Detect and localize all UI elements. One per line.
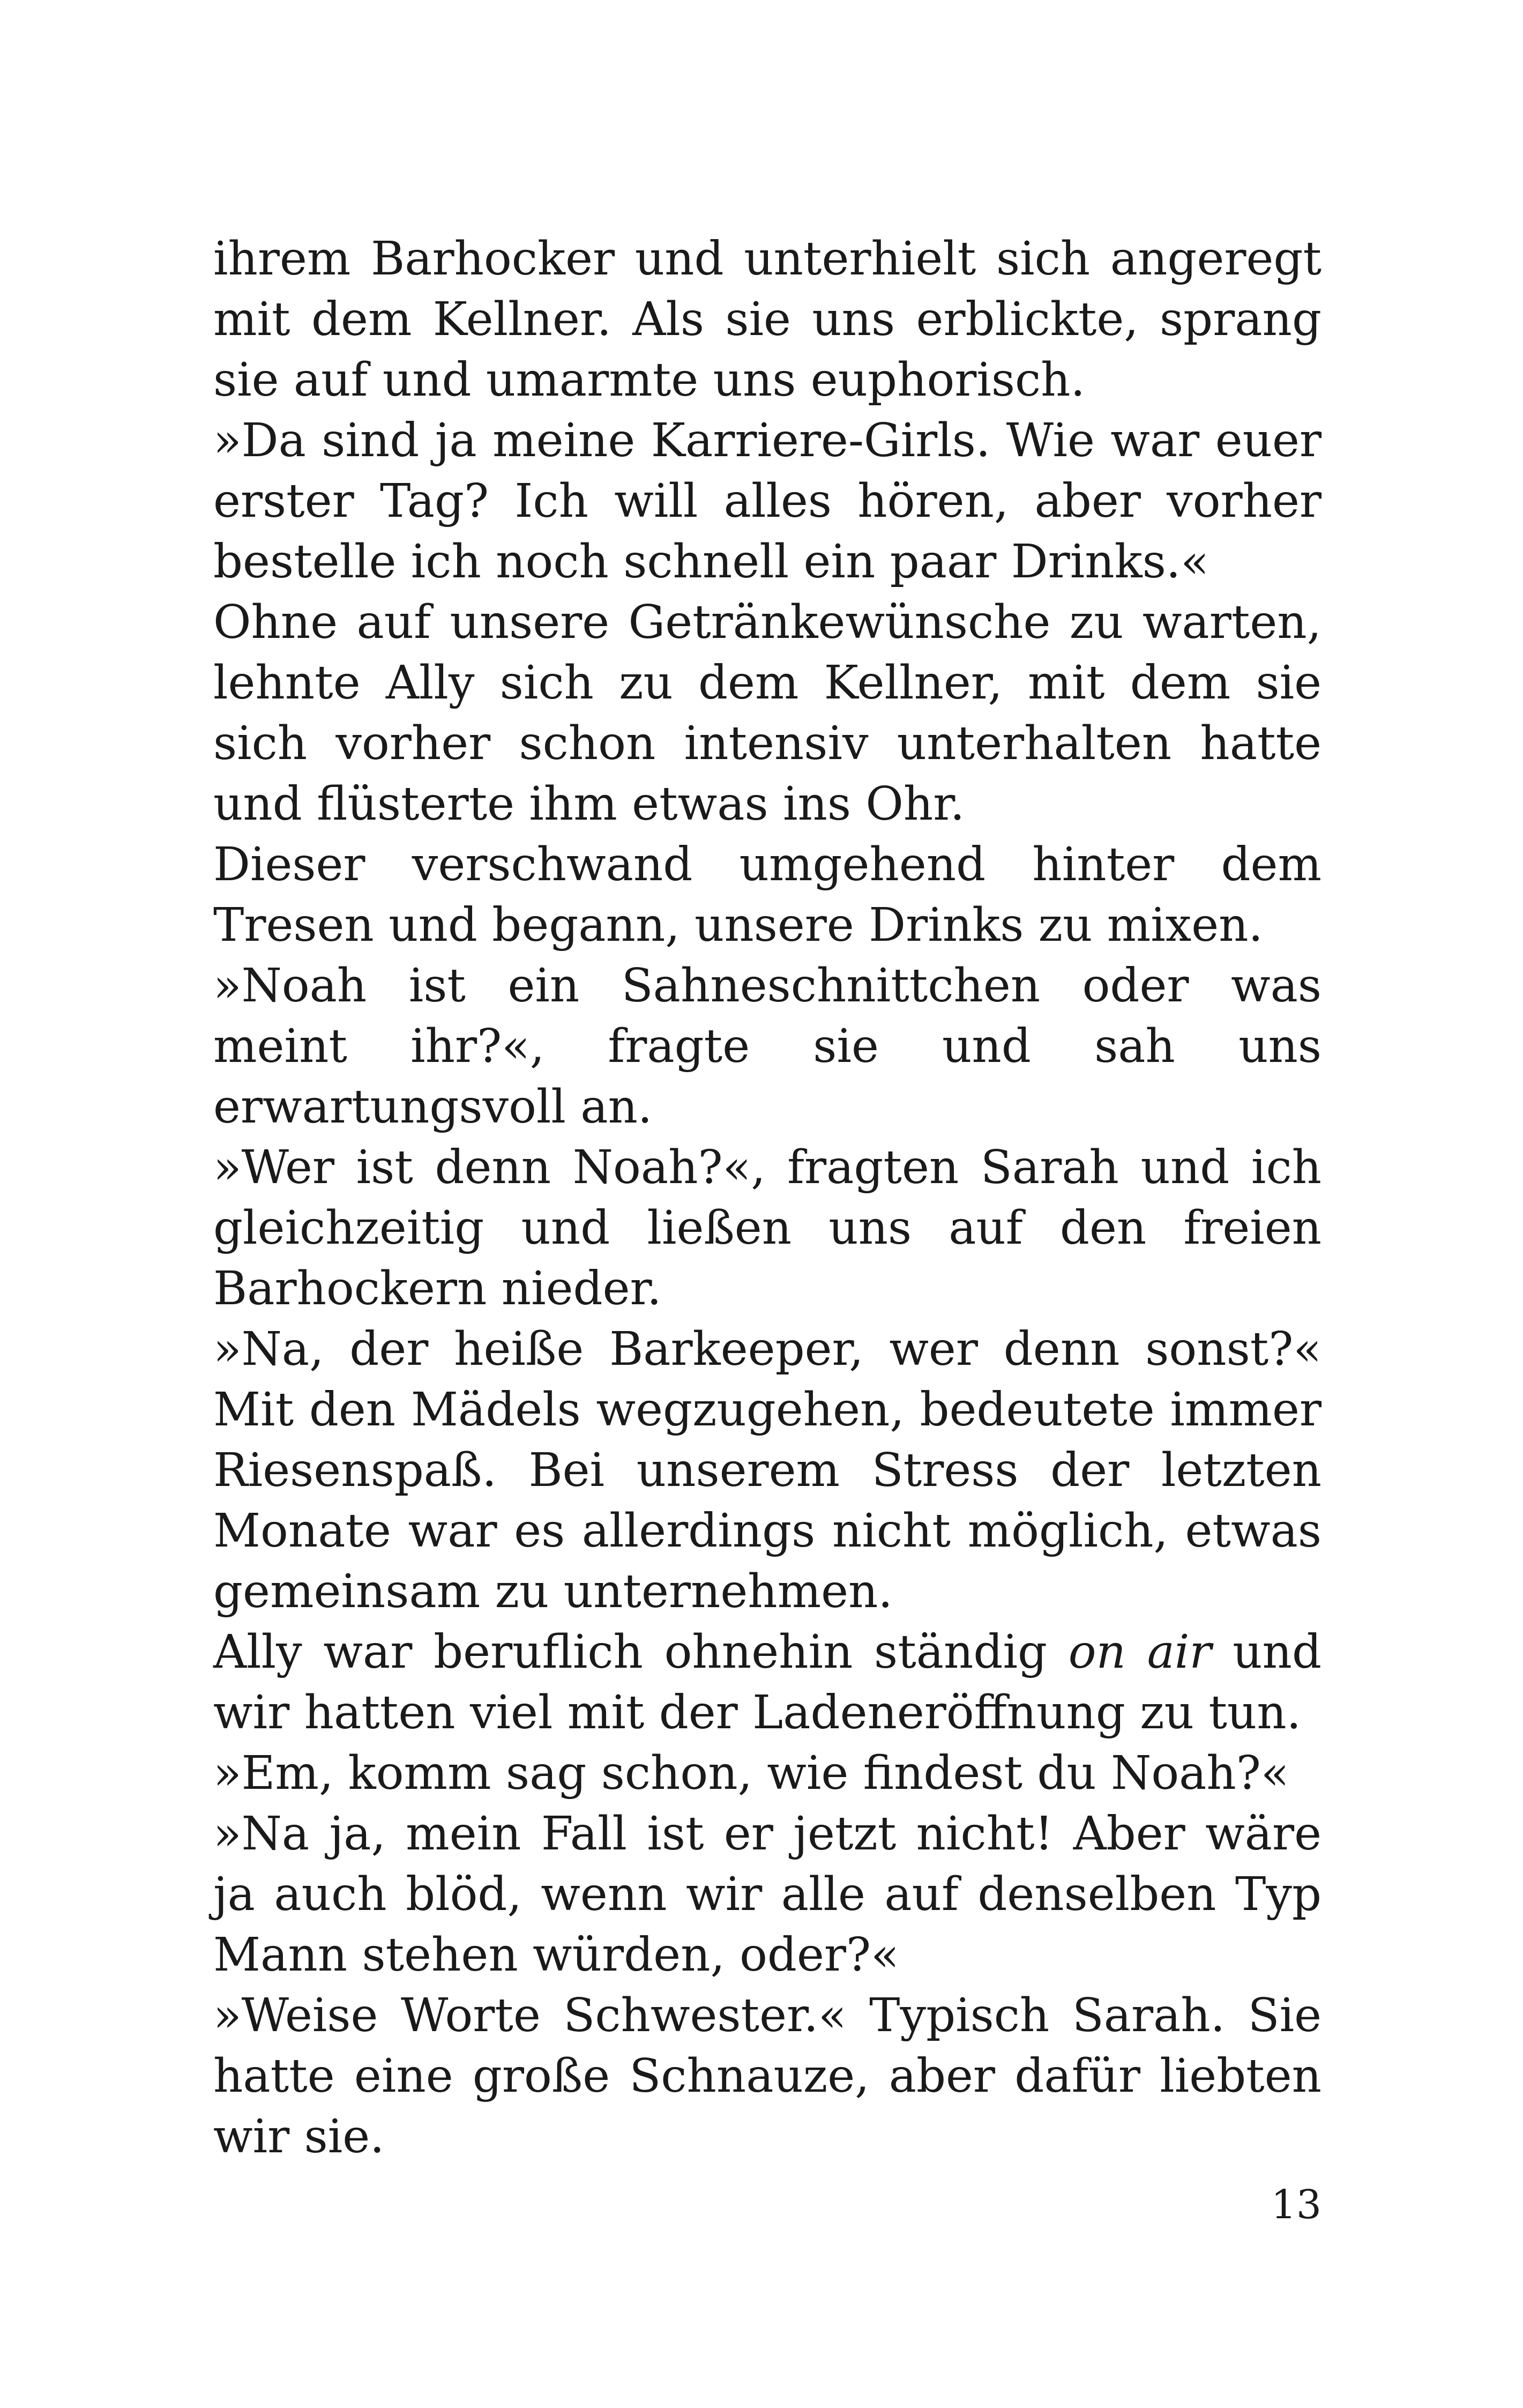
paragraph-6: »Wer ist denn Noah?«, fragten Sarah und ich gleichzeitig und ließen uns auf den freien Barhockern nieder. — [213, 1141, 1322, 1316]
body-text — [213, 229, 1322, 2167]
paragraph-3: Ohne auf unsere Getränkewünsche zu warten, lehnte Ally sich zu dem Kellner, mit dem sie sich vorher schon intensiv unterhalten hatte und flüsterte ihm etwas ins Ohr. — [213, 596, 1322, 831]
paragraph-8-after: und wir hatten viel mit der Ladeneröffnung zu tun. — [213, 1625, 1322, 1740]
paragraph-8-italic: on air — [1068, 1625, 1212, 1679]
paragraph-2: »Da sind ja meine Karriere-Girls. Wie war euer erster Tag? Ich will alles hören, aber vorher bestelle ich noch schnell ein paar Drinks.« — [213, 414, 1322, 589]
paragraph-8-before: Ally war beruflich ohnehin ständig — [213, 1625, 1069, 1679]
paragraph-10: »Na ja, mein Fall ist er jetzt nicht! Aber wäre ja auch blöd, wenn wir alle auf denselben Typ Mann stehen würden, oder?« — [213, 1807, 1322, 1982]
paragraph-7: »Na, der heiße Barkeeper, wer denn sonst?« Mit den Mädels wegzugehen, bedeutete immer Riesenspaß. Bei unserem Stress der letzten Monate war es allerdings nicht möglich, etwas gemeinsam zu unternehmen. — [213, 1322, 1322, 1618]
page-number: 13 — [1271, 2182, 1322, 2228]
paragraph-11: »Weise Worte Schwester.« Typisch Sarah. Sie hatte eine große Schnauze, aber dafür liebten wir sie. — [213, 1989, 1322, 2164]
paragraph-8 — [213, 1622, 1322, 1743]
paragraph-9: »Em, komm sag schon, wie findest du Noah?« — [213, 1746, 1289, 1800]
paragraph-5: »Noah ist ein Sahneschnittchen oder was meint ihr?«, fragte sie und sah uns erwartungsvoll an. — [213, 959, 1322, 1134]
paragraph-4: Dieser verschwand umgehend hinter dem Tresen und begann, unsere Drinks zu mixen. — [213, 838, 1322, 952]
paragraph-1: ihrem Barhocker und unterhielt sich angeregt mit dem Kellner. Als sie uns erblickte, sprang sie auf und umarmte uns euphorisch. — [213, 232, 1322, 407]
